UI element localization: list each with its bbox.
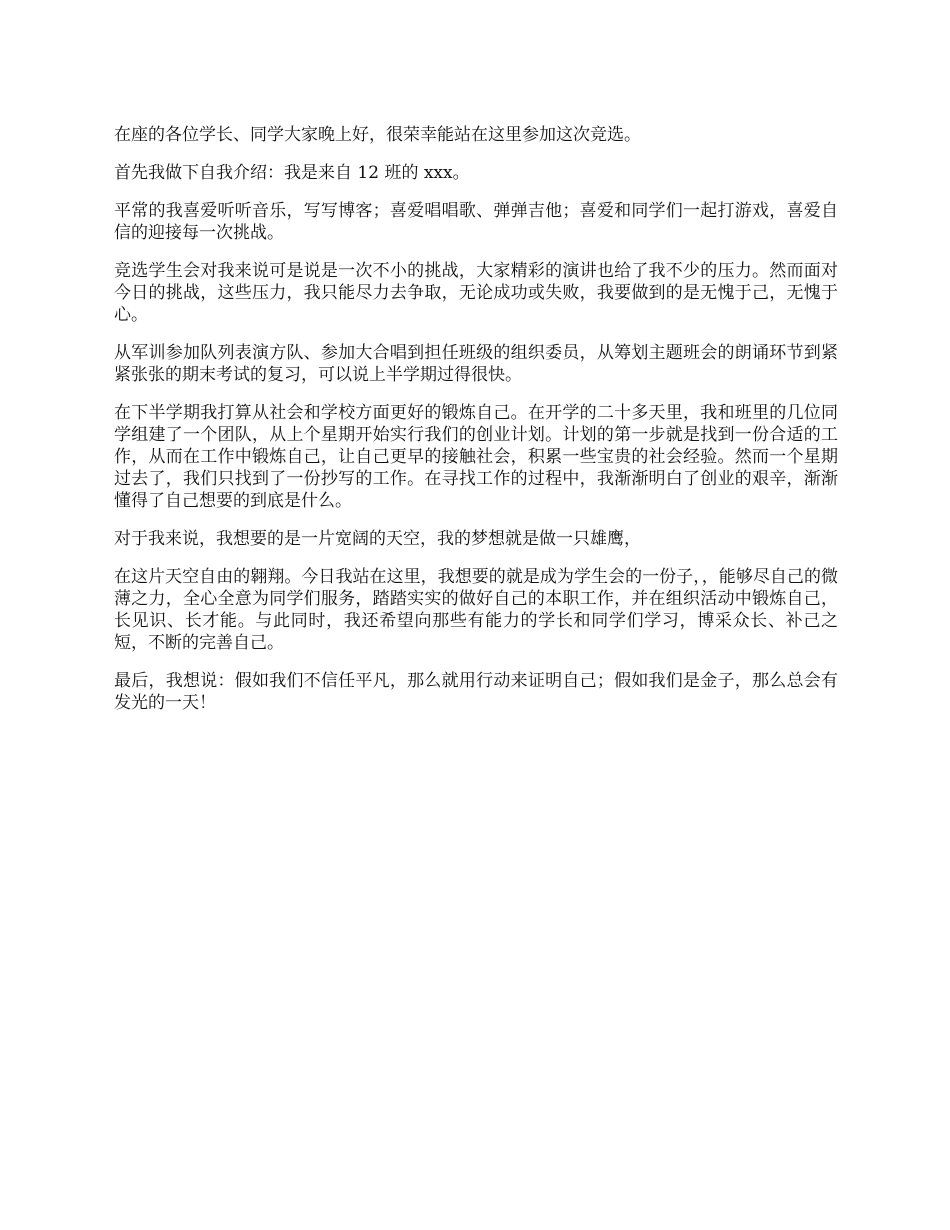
paragraph-greeting: 在座的各位学长、同学大家晚上好，很荣幸能站在这里参加这次竞选。 <box>114 125 641 145</box>
document-body <box>114 124 838 730</box>
paragraph-challenge: 竞选学生会对我来说可是说是一次不小的挑战，大家精彩的演讲也给了我不少的压力。然而面对今日的挑战，这些压力，我只能尽力去争取，无论成功或失败，我要做到的是无愧于己，无愧于心。 <box>114 261 838 325</box>
paragraph-self-introduction: 首先我做下自我介绍：我是来自 12 班的 xxx。 <box>114 163 470 183</box>
paragraph-first-semester: 从军训参加队列表演方队、参加大合唱到担任班级的组织委员，从筹划主题班会的朗诵环节到紧紧张张的期末考试的复习，可以说上半学期过得很快。 <box>114 343 838 385</box>
paragraph-student-union-goal: 在这片天空自由的翱翔。今日我站在这里，我想要的就是成为学生会的一份子，，能够尽自己的微薄之力，全心全意为同学们服务，踏踏实实的做好自己的本职工作，并在组织活动中锻炼自己，长见识、长才能。与此同时，我还希望向那些有能力的学长和同学们学习，博采众长、补己之短，不断的完善自己。 <box>114 567 838 653</box>
paragraph-hobbies: 平常的我喜爱听听音乐，写写博客；喜爱唱唱歌、弹弹吉他；喜爱和同学们一起打游戏，喜爱自信的迎接每一次挑战。 <box>114 201 838 243</box>
paragraph-closing: 最后，我想说：假如我们不信任平凡，那么就用行动来证明自己；假如我们是金子，那么总会有发光的一天！ <box>114 671 838 713</box>
paragraph-dream: 对于我来说，我想要的是一片宽阔的天空，我的梦想就是做一只雄鹰， <box>114 529 641 549</box>
paragraph-second-semester-plan: 在下半学期我打算从社会和学校方面更好的锻炼自己。在开学的二十多天里，我和班里的几位同学组建了一个团队，从上个星期开始实行我们的创业计划。计划的第一步就是找到一份合适的工作，从而在工作中锻炼自己，让自己更早的接触社会，积累一些宝贵的社会经验。然而一个星期过去了，我们只找到了一份抄写的工作。在寻找工作的过程中，我渐渐明白了创业的艰辛，渐渐懂得了自己想要的到底是什么。 <box>114 403 838 511</box>
